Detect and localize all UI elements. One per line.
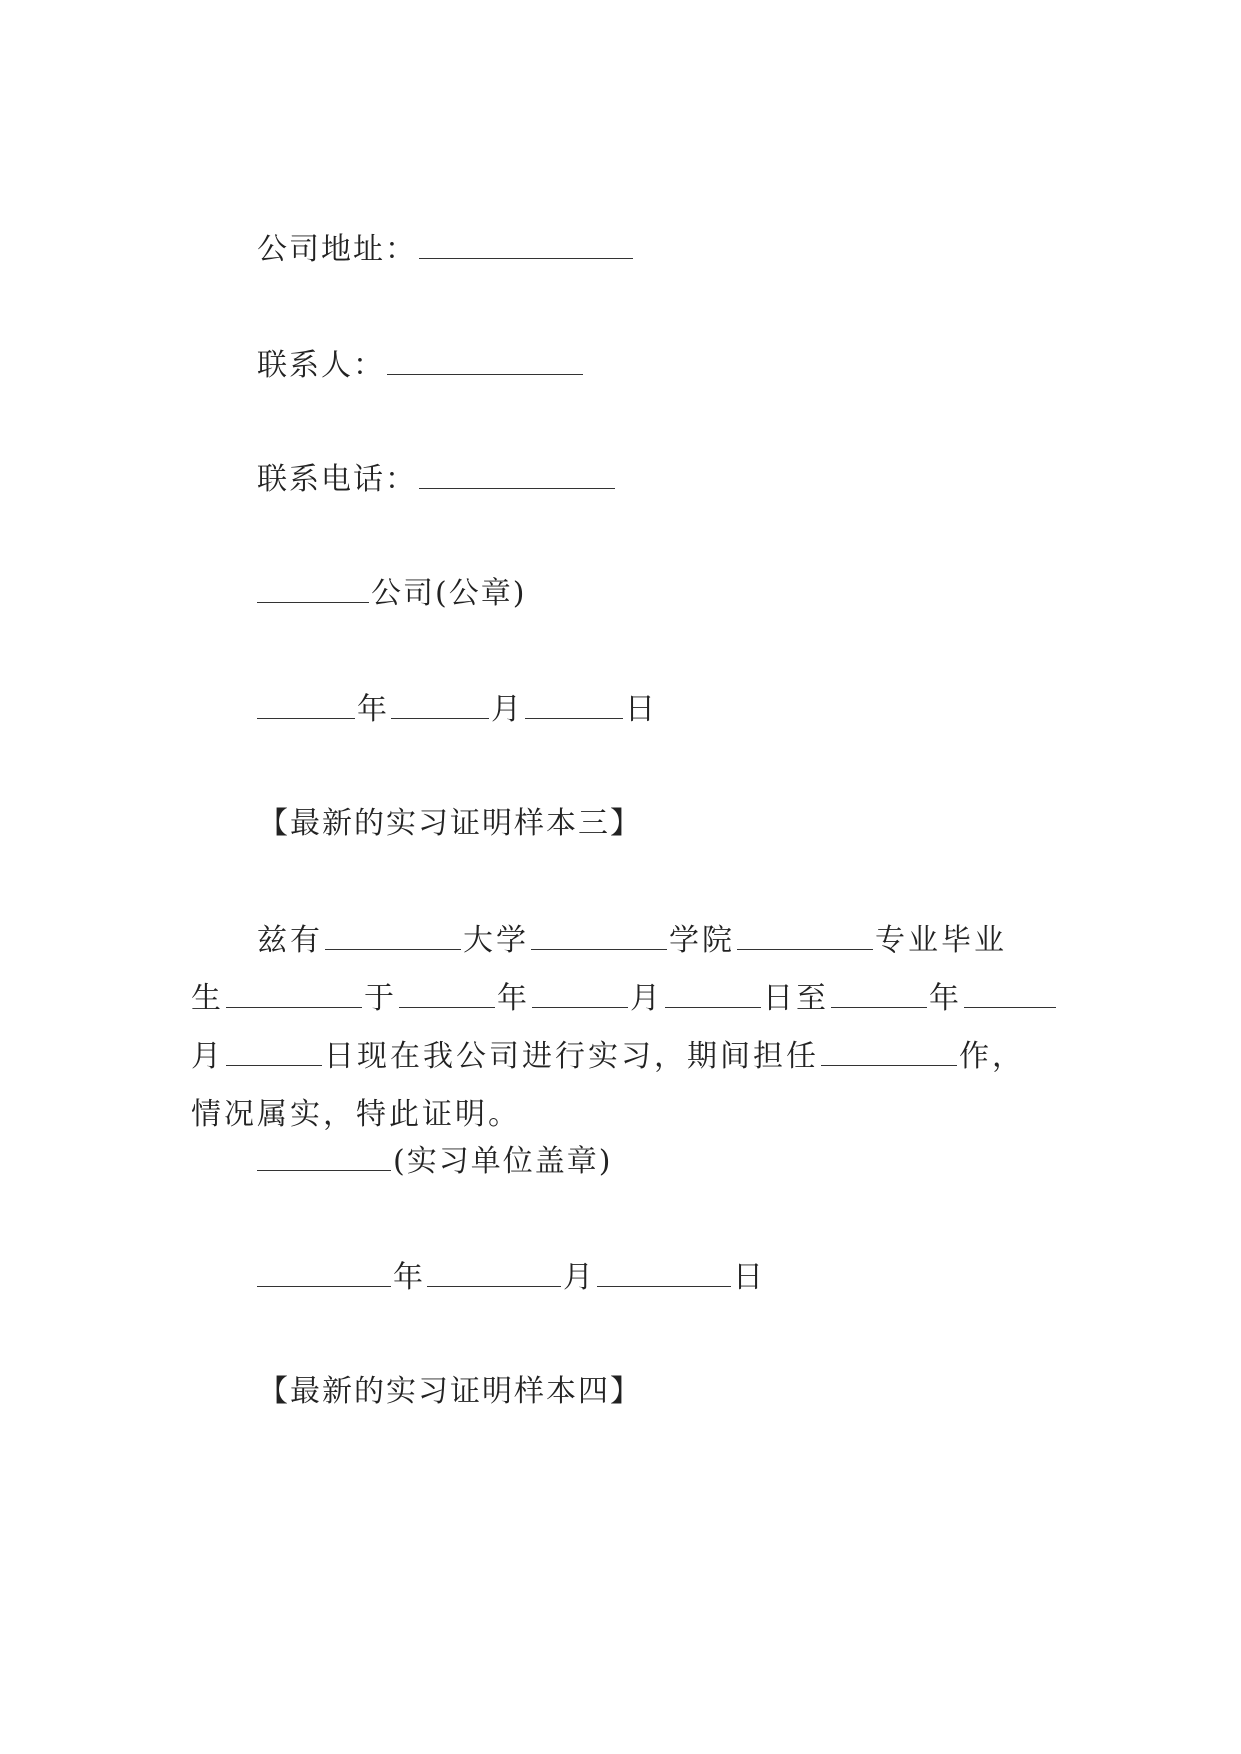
text-end-year: 年 <box>929 981 962 1016</box>
start-month-blank[interactable] <box>532 977 628 1008</box>
sample3-body <box>191 912 1057 1144</box>
end-day-blank[interactable] <box>226 1035 322 1066</box>
text-start-month: 月 <box>630 981 663 1016</box>
sample3-heading: 【最新的实习证明样本三】 <box>258 806 642 841</box>
student-name-blank[interactable] <box>226 977 362 1008</box>
day-label-1: 日 <box>625 692 657 727</box>
text-university: 大学 <box>463 923 529 958</box>
date-line-2 <box>257 1256 765 1298</box>
contact-phone-label: 联系电话： <box>257 462 417 497</box>
year-blank-2[interactable] <box>257 1256 391 1287</box>
month-label-1: 月 <box>491 692 523 727</box>
year-blank-1[interactable] <box>257 688 355 719</box>
unit-name-blank[interactable] <box>257 1140 391 1171</box>
month-blank-2[interactable] <box>427 1256 561 1287</box>
text-certify: 情况属实，特此证明。 <box>191 1097 521 1132</box>
text-current-internship: 日现在我公司进行实习，期间担任 <box>324 1039 819 1074</box>
year-label-2: 年 <box>393 1260 425 1295</box>
text-start-day-to: 日至 <box>763 981 829 1016</box>
text-major-graduate: 专业毕业 <box>875 923 1007 958</box>
college-blank[interactable] <box>531 919 667 950</box>
text-college: 学院 <box>669 923 735 958</box>
text-start-year: 年 <box>497 981 530 1016</box>
contact-person-line <box>257 344 585 386</box>
sample3-row-2 <box>191 970 1057 1028</box>
sample3-row-1 <box>191 912 1057 970</box>
sample3-row-3 <box>191 1028 1057 1086</box>
day-blank-1[interactable] <box>525 688 623 719</box>
date-line-1 <box>257 688 657 730</box>
company-name-blank[interactable] <box>257 572 369 603</box>
day-blank-2[interactable] <box>597 1256 731 1287</box>
contact-person-label: 联系人： <box>257 348 385 383</box>
year-label-1: 年 <box>357 692 389 727</box>
month-label-2: 月 <box>563 1260 595 1295</box>
sample3-row-4 <box>191 1086 1057 1144</box>
unit-seal-text: (实习单位盖章) <box>393 1144 613 1179</box>
position-blank[interactable] <box>821 1035 957 1066</box>
company-seal-line <box>257 572 526 614</box>
sample4-heading: 【最新的实习证明样本四】 <box>258 1374 642 1409</box>
start-year-blank[interactable] <box>399 977 495 1008</box>
company-seal-text: 公司(公章) <box>371 576 527 611</box>
text-end-month: 月 <box>191 1039 224 1074</box>
major-blank[interactable] <box>737 919 873 950</box>
company-address-blank[interactable] <box>419 228 633 259</box>
end-month-blank-a[interactable] <box>964 977 1056 1008</box>
text-zi-you: 兹有 <box>257 923 323 958</box>
company-address-line <box>257 228 635 270</box>
month-blank-1[interactable] <box>391 688 489 719</box>
contact-phone-blank[interactable] <box>419 458 615 489</box>
end-year-blank[interactable] <box>831 977 927 1008</box>
contact-phone-line <box>257 458 617 500</box>
text-work: 作， <box>959 1039 1025 1074</box>
internship-unit-seal-line <box>257 1140 612 1182</box>
text-yu: 于 <box>364 981 397 1016</box>
company-address-label: 公司地址： <box>257 232 417 267</box>
day-label-2: 日 <box>733 1260 765 1295</box>
start-day-blank[interactable] <box>665 977 761 1008</box>
university-blank[interactable] <box>325 919 461 950</box>
contact-person-blank[interactable] <box>387 344 583 375</box>
text-sheng: 生 <box>191 981 224 1016</box>
